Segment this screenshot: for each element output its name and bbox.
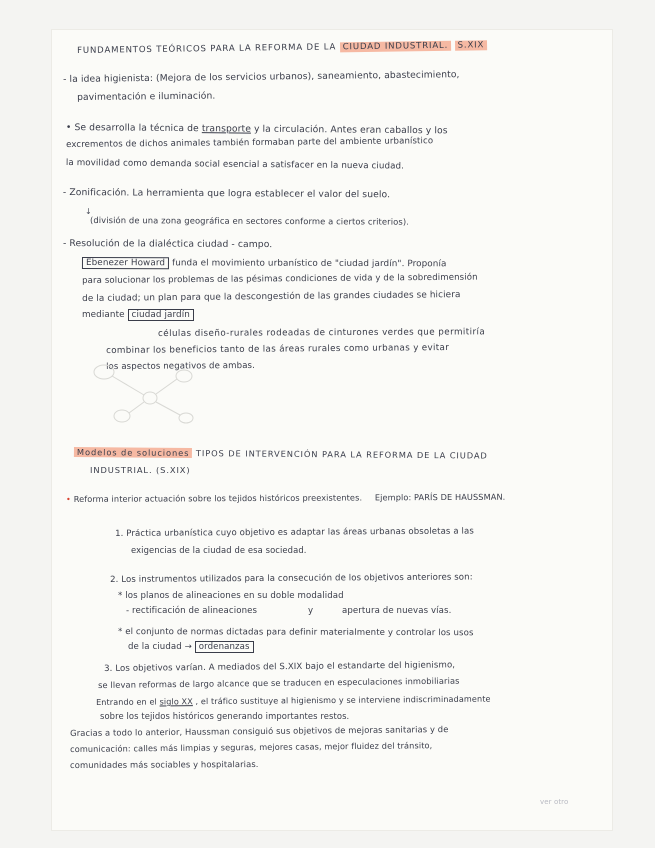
resolucion-line-6: células diseño-rurales rodeadas de cinturones verdes que permitiría [158,327,486,339]
item3-line-2: se llevan reformas de largo alcance que se traducen en especulaciones inmobiliarias [98,675,460,690]
section2-heading-rest: TIPOS DE INTERVENCIÓN PARA LA REFORMA DE LA CIUDAD [195,448,488,461]
transporte-line-2: excrementos de dichos animales también formaban parte del ambiente urbanístico [66,136,434,150]
red-bullet: • [66,493,72,504]
zonificacion-line-1: - Zonificación. La herramienta que logra establecer el valor del suelo. [62,186,391,201]
mediante-label: mediante [82,310,125,320]
zonificacion-line-2: (división de una zona geográfica en sectores conforme a ciertos criterios). [89,214,410,227]
de-la-ciudad-text: de la ciudad → [128,642,192,652]
zonificacion-arrow: ↓ [85,207,92,216]
item1-line-1: 1. Práctica urbanística cuyo objetivo es adaptar las áreas urbanas obsoletas a las [115,526,474,539]
rectificacion-text: - rectificación de alineaciones [126,606,258,616]
item3-line-1: 3. Los objetivos varían. A mediados del S.XIX bajo el estandarte del higienismo, [104,660,456,674]
reforma-interior-text: Reforma interior actuación sobre los tejidos históricos preexistentes. [73,492,363,504]
ebenezer-howard-box: Ebenezer Howard [82,257,169,269]
item2-line-5 [128,640,254,654]
siglo-xx-text: siglo XX [159,696,193,707]
resolucion-line-4: de la ciudad; un plan para que la descongestión de las grandes ciudades se hiciera [82,290,461,304]
idea-higienista-line-2: pavimentación e iluminación. [77,90,216,103]
item2-line-1: 2. Los instrumentos utilizados para la consecución de los objetivos anteriores son: [110,572,473,585]
transporte-rest: y la circulación. Antes eran caballos y los [253,123,448,137]
ciudad-jardin-box: ciudad jardín [128,309,194,321]
conclusion-line-2: comunicación: calles más limpias y seguras, mejores casas, mejor fluidez del tránsito, [70,740,433,754]
apertura-text: apertura de nuevas vías. [341,606,452,616]
conclusion-line-1: Gracias a todo lo anterior, Haussman consiguió sus objetivos de mejoras sanitarias y de [70,724,449,738]
item2-line-4: * el conjunto de normas dictadas para definir materialmente y controlar los usos [117,627,474,639]
conclusion-line-3: comunidades más sociables y hospitalarias. [70,759,259,770]
item1-line-2: exigencias de la ciudad de esa sociedad. [131,545,307,555]
resolucion-line-5 [82,308,194,322]
conjunction-y: y [307,606,314,616]
garden-city-sketch [92,358,202,428]
idea-higienista-line-1: - la idea higienista: (Mejora de los servicios urbanos), saneamiento, abastecimiento, [63,69,460,85]
resolucion-line-8: los aspectos negativos de ambas. [106,360,256,372]
transporte-intro: • Se desarrolla la técnica de [65,121,199,135]
resolucion-line-7: combinar los beneficios tanto de las áreas rurales como urbanas y evitar [106,343,450,356]
item3-line-3-rest: , el tráfico sustituye al higienismo y se interviene indiscriminadamente [195,693,491,707]
resolucion-line-1: - Resolución de la dialéctica ciudad - campo. [62,237,273,251]
title-suffix: S.XIX [455,40,488,50]
item2-line-2: * los planos de alineaciones en su doble modalidad [118,591,344,601]
title-highlight: CIUDAD INDUSTRIAL. [340,41,452,53]
item3-line-4: sobre los tejidos históricos generando importantes restos. [100,711,350,721]
title-prefix: FUNDAMENTOS TEÓRICOS PARA LA REFORMA DE LA [77,42,337,56]
reforma-interior-line [66,490,505,506]
resolucion-line-2-rest: funda el movimiento urbanístico de "ciudad jardín". Proponía [171,258,447,270]
modelos-highlight: Modelos de soluciones [74,447,193,458]
transporte-line-3: la movilidad como demanda social esencial a satisfacer en la nueva ciudad. [65,157,405,172]
entrando-text: Entrando en el [96,696,157,707]
reforma-example: Ejemplo: PARÍS DE HAUSSMAN. [374,491,506,503]
item2-line-3 [126,604,451,618]
transporte-keyword: transporte [201,123,252,135]
section2-heading-line-2: INDUSTRIAL. (S.XIX) [90,465,191,475]
resolucion-line-2 [82,256,447,271]
footer-note: ver otro [540,798,569,806]
resolucion-line-3: para solucionar los problemas de las pésimas condiciones de vida y de la sobredimensión [82,272,478,286]
ordenanzas-box: ordenanzas [195,641,254,653]
